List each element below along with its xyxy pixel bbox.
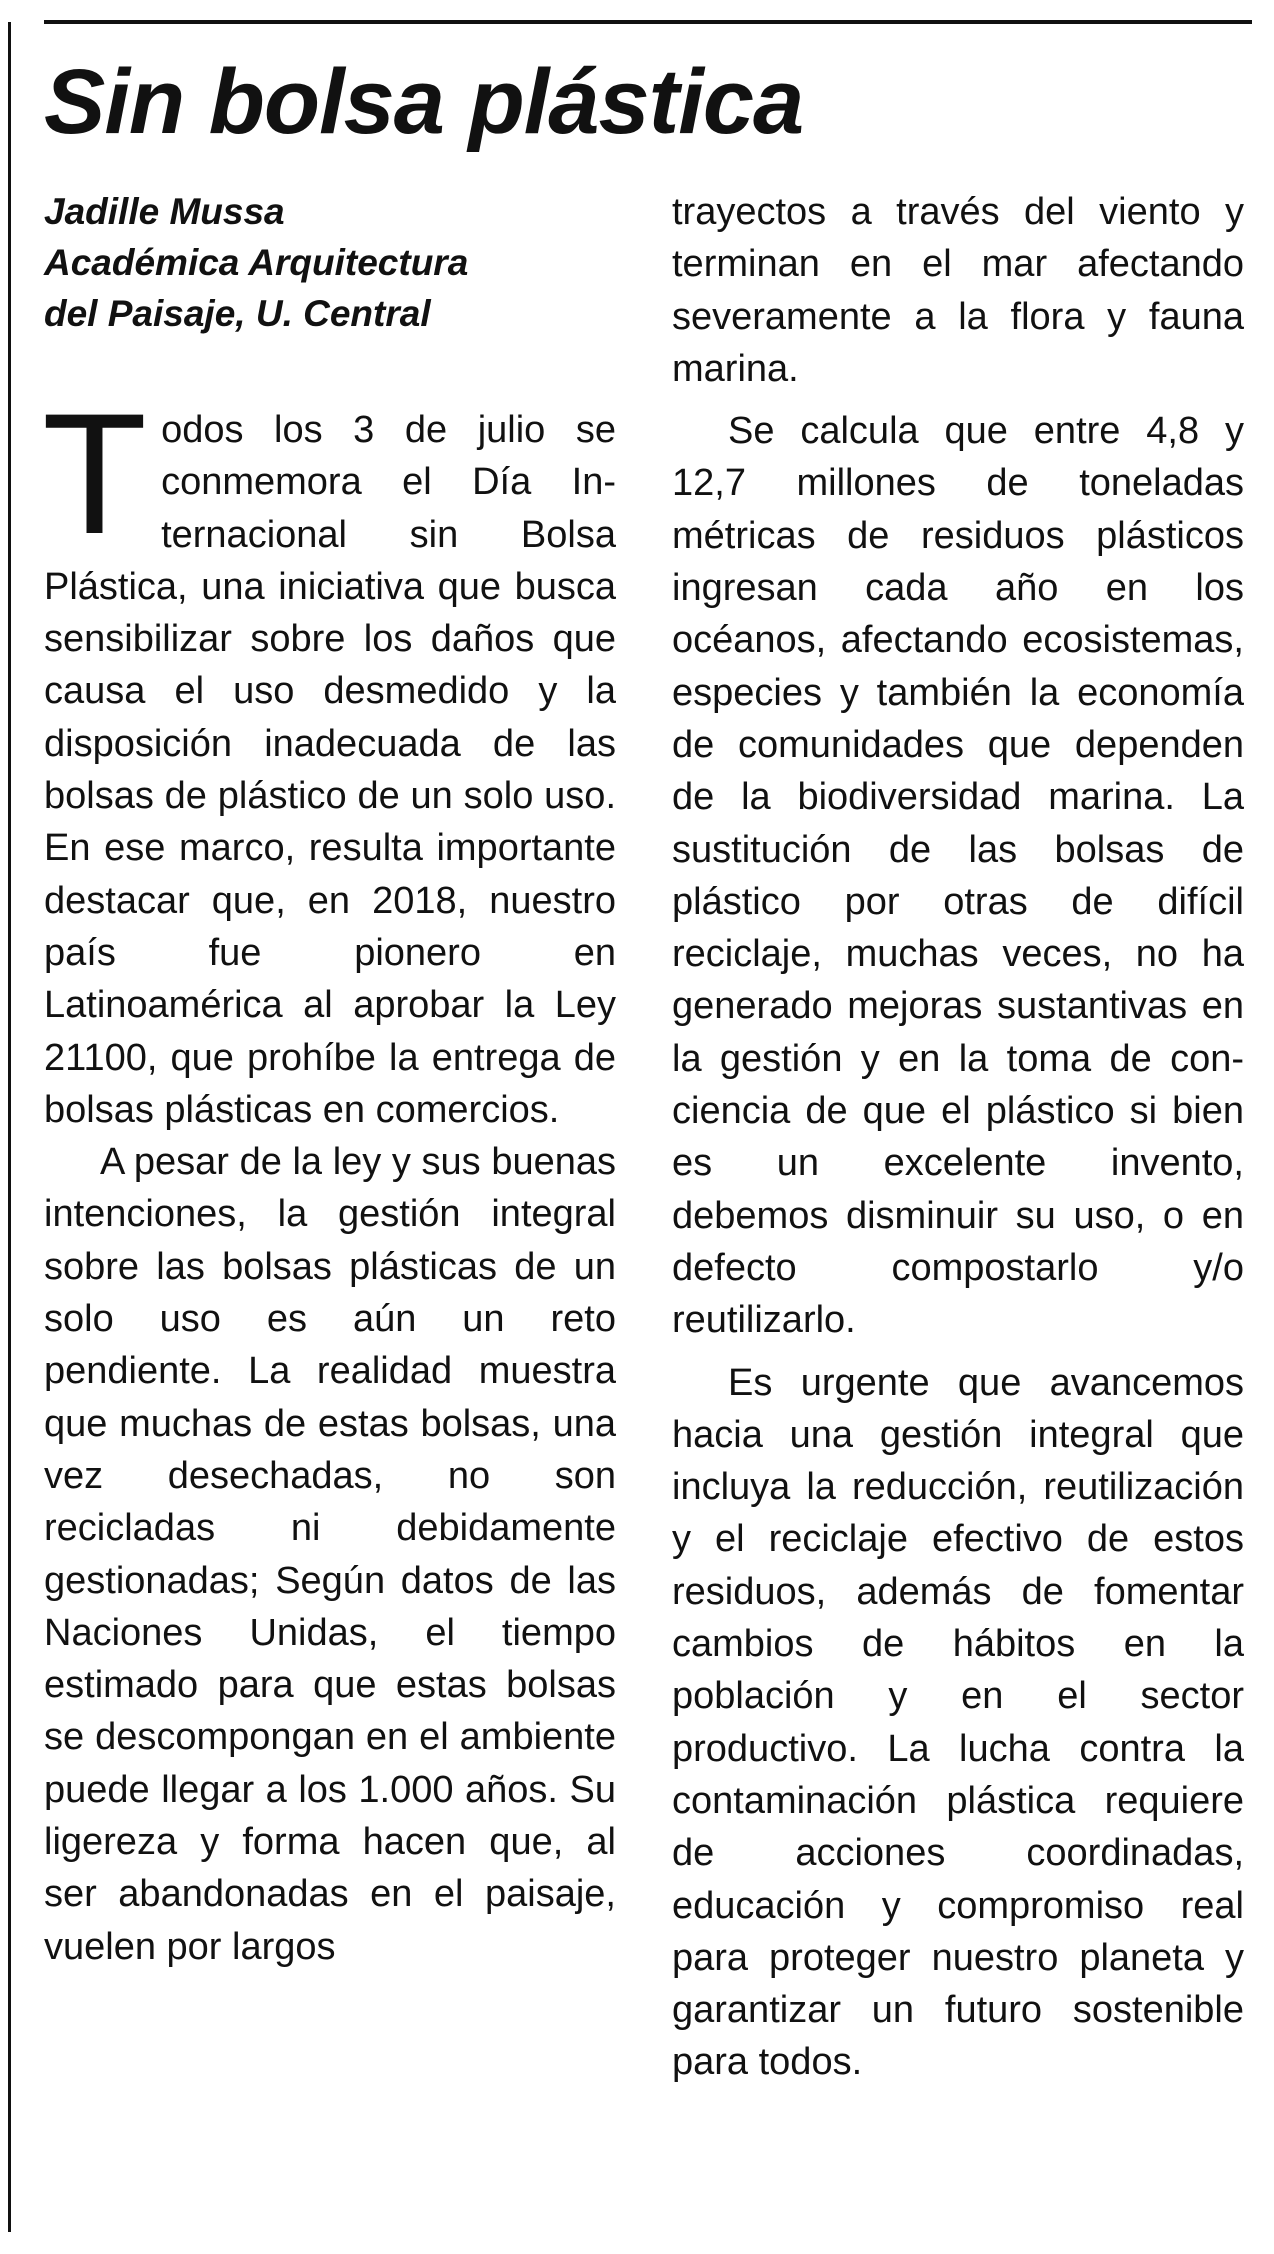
headline: Sin bolsa plástica [44, 51, 804, 153]
author-role-line-2: del Paisaje, U. Central [44, 293, 431, 334]
paragraph-1-text: odos los 3 de julio se conmemora el Día Internacional sin Bolsa Plástica, una iniciativa que busca sensibilizar sobre los daños que causa el uso desmedido y la disposición inadecuada de las bolsas de plástico de un solo uso. En ese marco, resulta importante destacar que, en 2018, nuestro país fue pionero en Latinoamérica al aprobar la Ley 21100, que prohíbe la entrega de bolsas plásticas en comercios. [44, 409, 616, 1131]
paragraph-1 [42, 378, 616, 1136]
paragraph-4: Es urgente que avancemos hacia una gestión integral que incluya la reducción, reutilización y el reciclaje efectivo de estos residuos, además de fomentar cambios de hábitos en la población y en el sector productivo. La lucha contra la contaminación plástica requiere de acciones coordinadas, educación y compromiso real para proteger nuestro planeta y garantizar un futuro sostenible para todos. [672, 1361, 1244, 2084]
author-name: Jadille Mussa [44, 191, 285, 232]
paragraph-2: A pesar de la ley y sus buenas intenciones, la gestión integral sobre las bolsas plásticas de un solo uso es aún un reto pendiente. La realidad muestra que muchas de estas bolsas, una vez desechadas, no son recicladas ni debidamente gestionadas; Según datos de las Naciones Unidas, el tiempo estimado para que estas bolsas se descompongan en el ambiente puede llegar a los 1.000 años. Su ligereza y forma hacen que, al ser abandonadas en el paisaje, vuelen por largos [44, 1141, 616, 1968]
left-column [42, 378, 616, 1973]
top-rule [44, 20, 1252, 24]
right-column [672, 186, 1244, 2089]
paragraph-2-continued: trayectos a través del viento y terminan en el mar afectando severamente a la flora y fauna marina. [672, 191, 1244, 390]
author-role-line-1: Académica Arquitectura [44, 242, 469, 283]
drop-cap: T [42, 378, 148, 570]
byline [44, 186, 604, 339]
left-column-rule [8, 22, 11, 2232]
paragraph-3: Se calcula que entre 4,8 y 12,7 millones de toneladas métricas de residuos plásticos ingresan cada año en los océanos, afectando ecosistemas, especies y también la economía de comunidades que dependen de la biodiversidad marina. La sustitución de las bolsas de plástico por otras de difícil reciclaje, muchas veces, no ha generado mejoras sustantivas en la gestión y en la toma de conciencia de que el plástico si bien es un excelente invento, debemos disminuir su uso, o en defecto compostarlo y/o reutilizarlo. [672, 410, 1244, 1342]
